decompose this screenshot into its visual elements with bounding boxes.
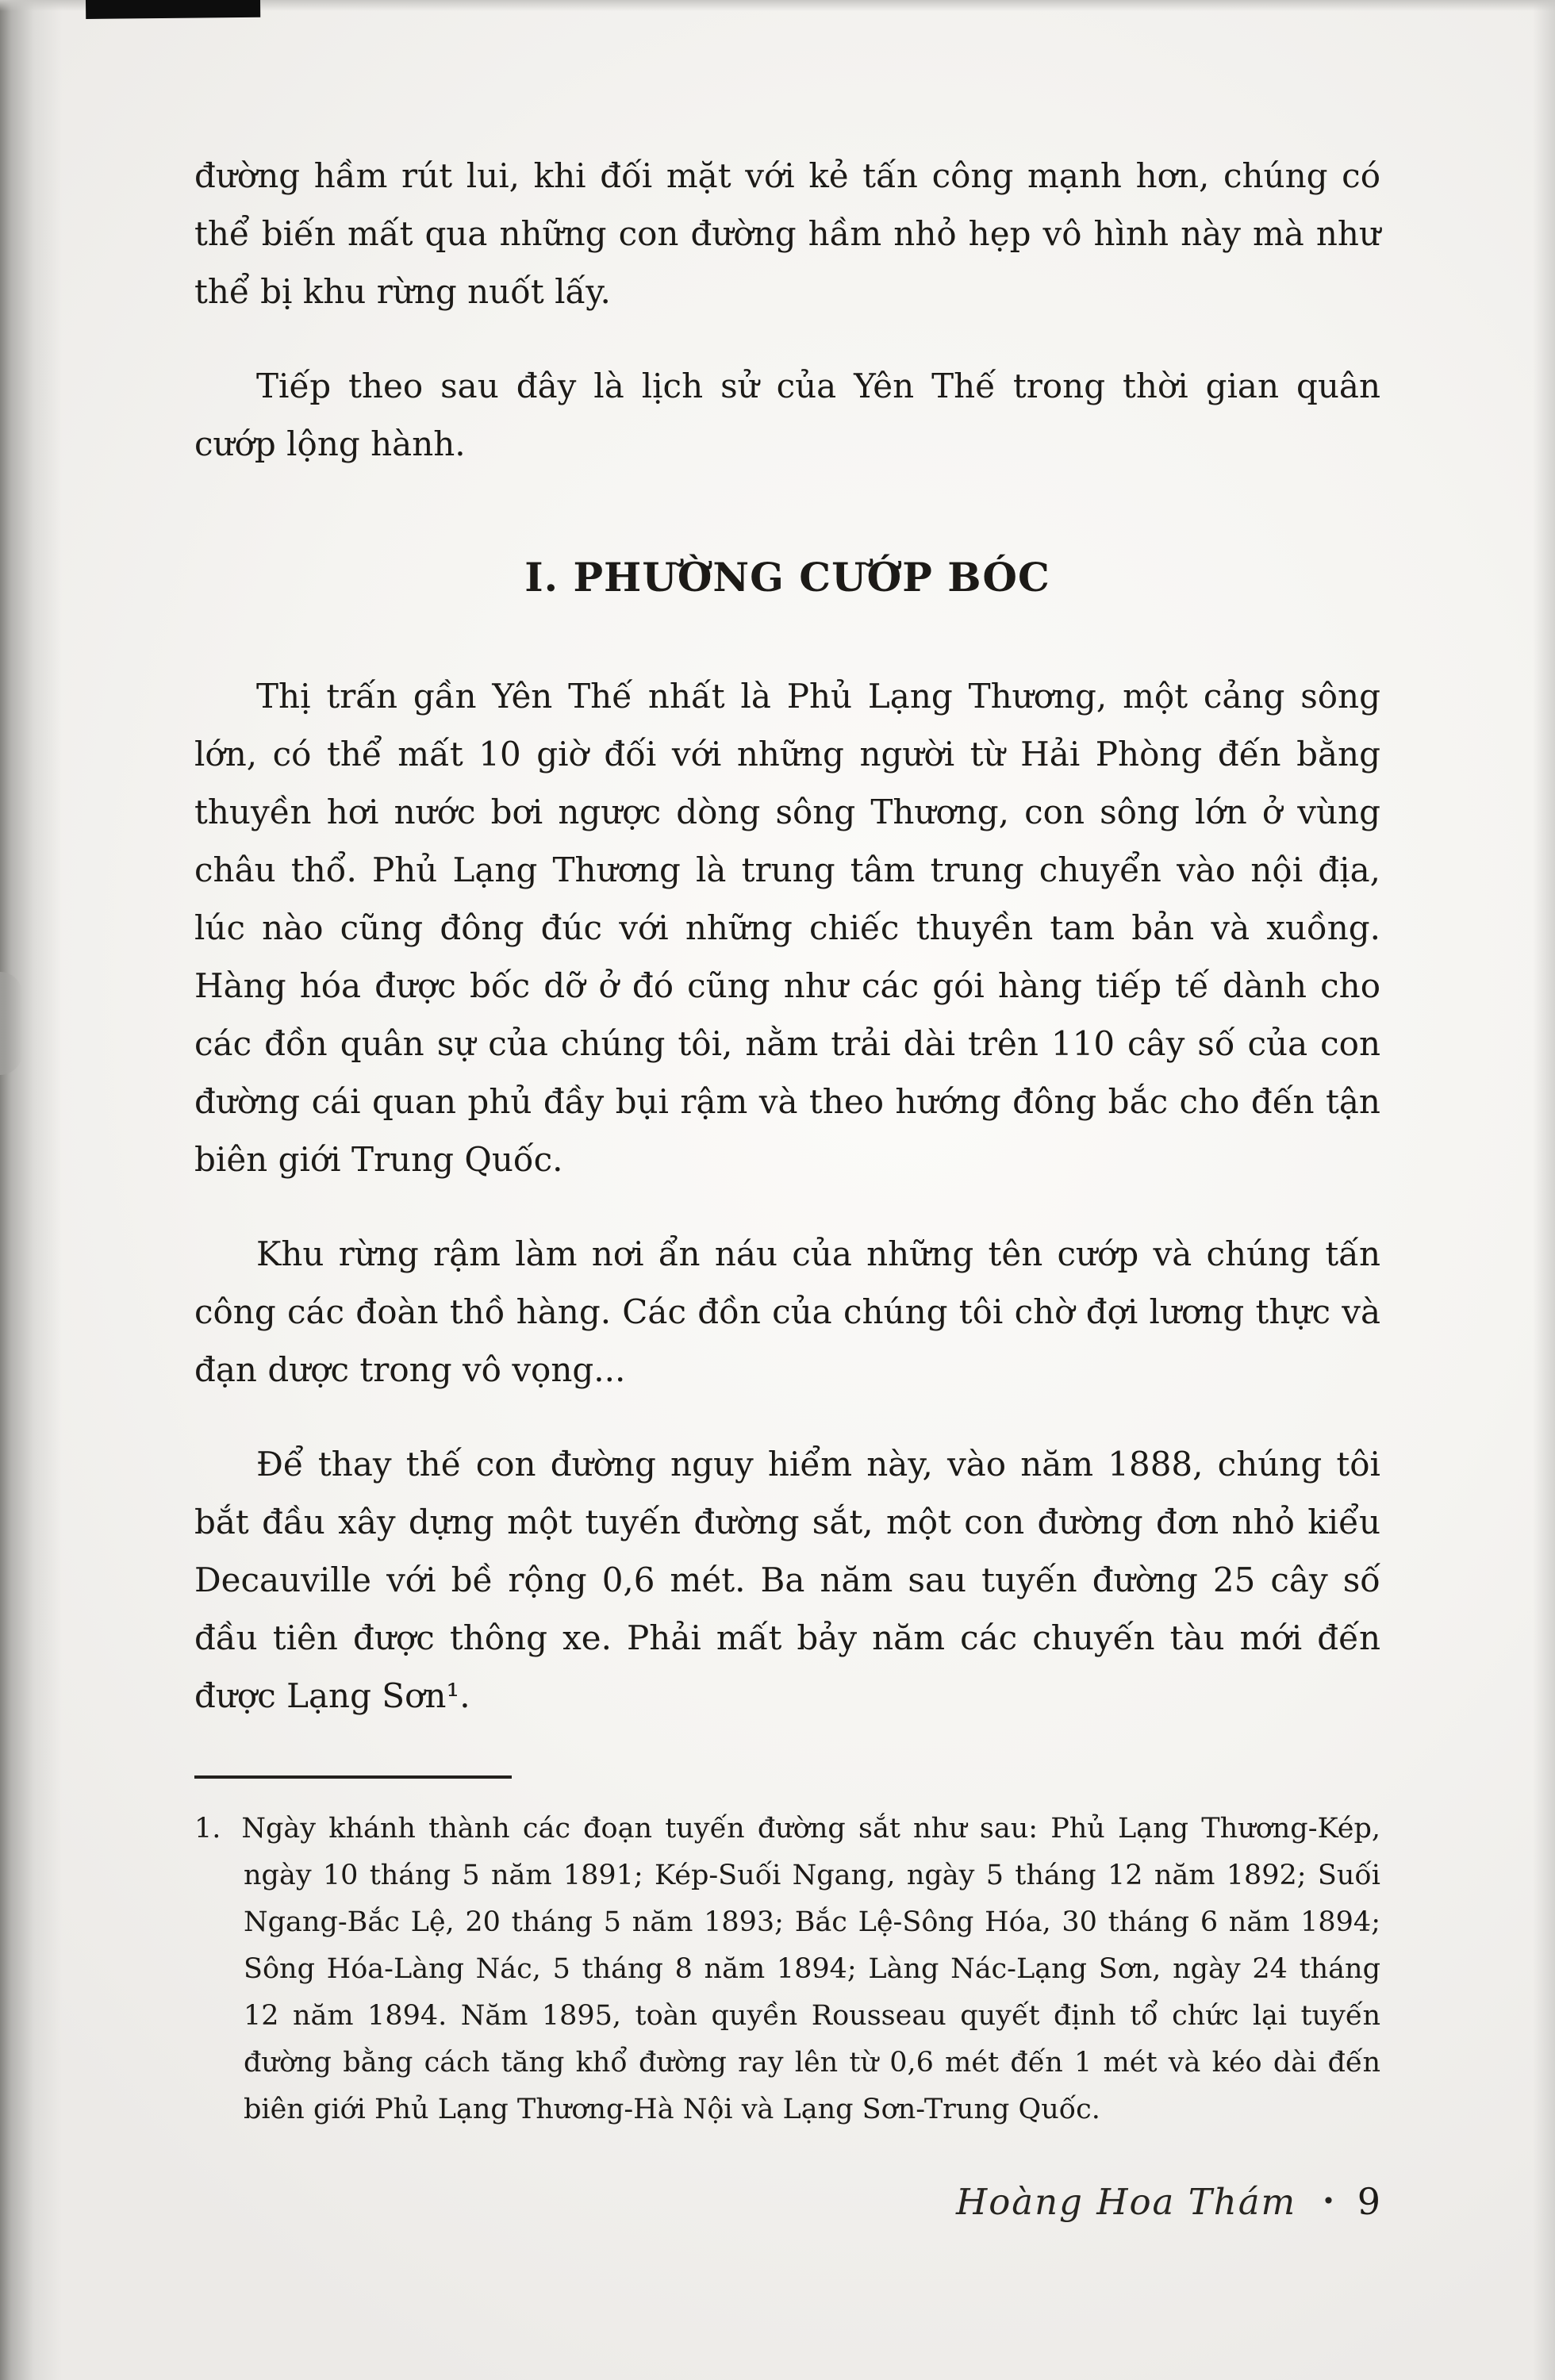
page-number: 9 <box>1357 2180 1380 2223</box>
body-paragraph: Thị trấn gần Yên Thế nhất là Phủ Lạng Thương, một cảng sông lớn, có thể mất 10 giờ đối với những người từ Hải Phòng đến bằng thuyền hơi nước bơi ngược dòng sông Thương, con sông lớn ở vùng châu thổ. Phủ Lạng Thương là trung tâm trung chuyển vào nội địa, lúc nào cũng đông đúc với những chiếc thuyền tam bản và xuồng. Hàng hóa được bốc dỡ ở đó cũng như các gói hàng tiếp tế dành cho các đồn quân sự của chúng tôi, nằm trải dài trên 110 cây số của con đường cái quan phủ đầy bụi rậm và theo hướng đông bắc cho đến tận biên giới Trung Quốc. <box>194 677 1380 1179</box>
body-paragraph: Để thay thế con đường nguy hiểm này, vào năm 1888, chúng tôi bắt đầu xây dựng một tuyến đường sắt, một con đường đơn nhỏ kiểu Decauville với bề rộng 0,6 mét. Ba năm sau tuyến đường 25 cây số đầu tiên được thông xe. Phải mất bảy năm các chuyến tàu mới đến được Lạng Sơn¹. <box>194 1445 1380 1715</box>
footnote-body: Ngày khánh thành các đoạn tuyến đường sắt như sau: Phủ Lạng Thương-Kép, ngày 10 tháng 5 năm 1891; Kép-Suối Ngang, ngày 5 tháng 12 năm 1892; Suối Ngang-Bắc Lệ, 20 tháng 5 năm 1893; Bắc Lệ-Sông Hóa, 30 tháng 6 năm 1894; Sông Hóa-Làng Nác, 5 tháng 8 năm 1894; Làng Nác-Lạng Sơn, ngày 24 tháng 12 năm 1894. Năm 1895, toàn quyền Rousseau quyết định tổ chức lại tuyến đường bằng cách tăng khổ đường ray lên từ 0,6 mét đến 1 mét và kéo dài đến biên giới Phủ Lạng Thương-Hà Nội và Lạng Sơn-Trung Quốc. <box>241 1813 1380 2125</box>
body-paragraph: Tiếp theo sau đây là lịch sử của Yên Thế trong thời gian quân cướp lộng hành. <box>194 367 1380 463</box>
left-edge-smudge <box>0 972 22 1075</box>
section-heading: I. PHƯỜNG CƯỚP BÓC <box>524 554 1050 601</box>
book-title: Hoàng Hoa Thám <box>955 2181 1297 2223</box>
footer-separator: • <box>1322 2188 1335 2214</box>
footnote-marker: 1. <box>194 1813 221 1844</box>
body-paragraph: đường hầm rút lui, khi đối mặt với kẻ tấn công mạnh hơn, chúng có thể biến mất qua những con đường hầm nhỏ hẹp vô hình này mà như thể bị khu rừng nuốt lấy. <box>194 156 1380 311</box>
footnote-text <box>194 1806 1380 2133</box>
footnote-divider <box>194 1775 512 1779</box>
running-footer <box>194 2180 1380 2223</box>
text-column <box>194 147 1380 2133</box>
top-left-scan-mark <box>86 0 260 19</box>
body-paragraph: Khu rừng rậm làm nơi ẩn náu của những tên cướp và chúng tấn công các đoàn thồ hàng. Các đồn của chúng tôi chờ đợi lương thực và đạn dược trong vô vọng... <box>194 1234 1380 1389</box>
left-binding-shadow <box>0 0 62 2380</box>
right-edge-shadow <box>1533 0 1555 2380</box>
